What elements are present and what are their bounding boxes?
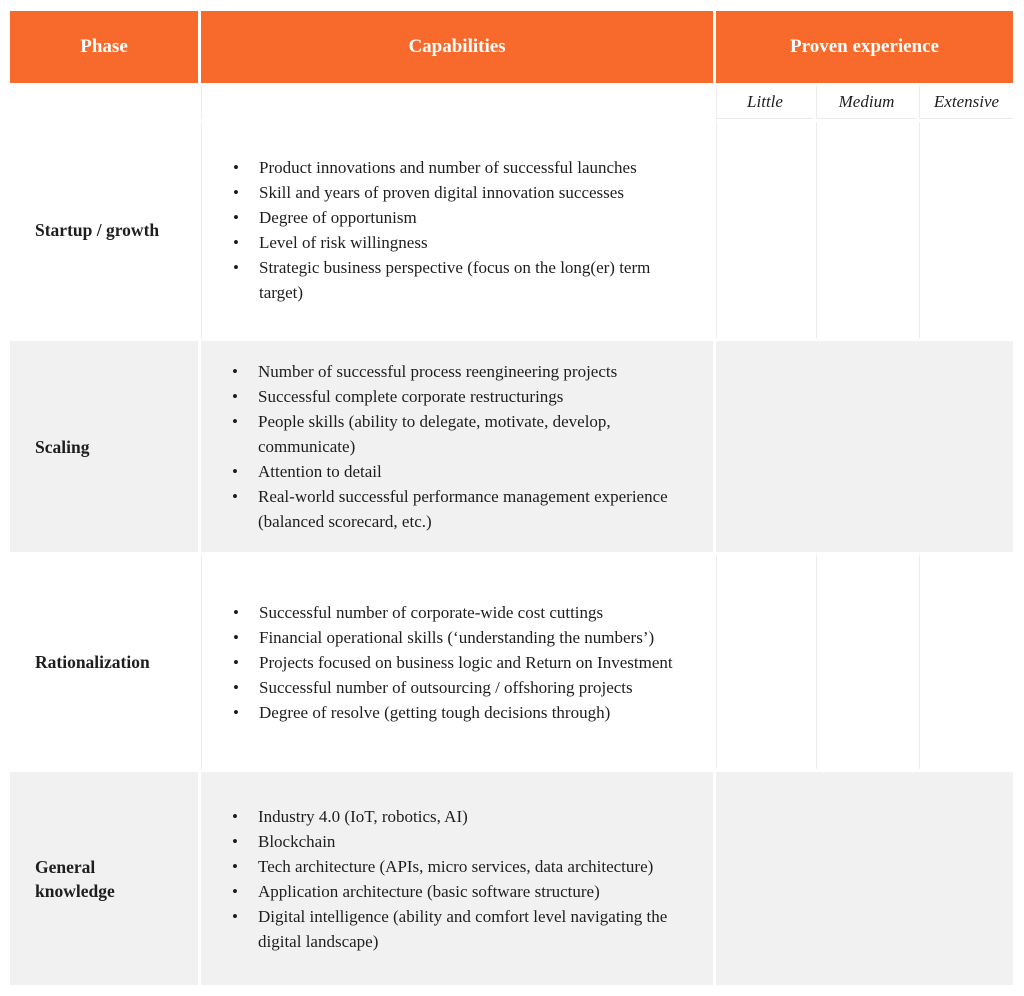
capability-matrix — [7, 8, 1016, 988]
experience-cell-little — [716, 555, 813, 769]
header-proven-experience: Proven experience — [716, 11, 1013, 83]
capability-item: • Level of risk willingness — [202, 230, 675, 255]
capabilities-cell — [201, 341, 713, 552]
experience-level-extensive: Extensive — [919, 86, 1013, 119]
capability-item: • Attention to detail — [201, 459, 675, 484]
header-capabilities: Capabilities — [201, 11, 713, 83]
table-row-general-knowledge — [10, 772, 1013, 985]
capability-list — [202, 600, 675, 725]
capability-list — [201, 804, 675, 954]
capability-item: • Successful complete corporate restructurings — [201, 384, 675, 409]
experience-cell-merged — [716, 341, 1013, 552]
capability-item: • Projects focused on business logic and Return on Investment — [202, 650, 675, 675]
subhead-capabilities-spacer — [201, 86, 713, 119]
header-phase: Phase — [10, 11, 198, 83]
capability-item: • People skills (ability to delegate, motivate, develop, communicate) — [201, 409, 675, 459]
capabilities-cell — [201, 555, 713, 769]
capability-item: • Strategic business perspective (focus on the long(er) term target) — [202, 255, 675, 305]
experience-level-medium: Medium — [816, 86, 916, 119]
capability-matrix-table — [7, 8, 1016, 988]
capability-item: • Skill and years of proven digital innovation successes — [202, 180, 675, 205]
experience-cell-extensive — [919, 555, 1013, 769]
phase-label: Scaling — [10, 341, 198, 552]
capability-item: • Digital intelligence (ability and comfort level navigating the digital landscape) — [201, 904, 675, 954]
table-row-rationalization — [10, 555, 1013, 769]
experience-cell-medium — [816, 122, 916, 338]
capability-list — [201, 359, 675, 534]
experience-cell-medium — [816, 555, 916, 769]
capability-list — [202, 155, 675, 305]
table-row-scaling — [10, 341, 1013, 552]
capabilities-cell — [201, 772, 713, 985]
capability-item: • Blockchain — [201, 829, 675, 854]
capability-item: • Successful number of corporate-wide cost cuttings — [202, 600, 675, 625]
capability-item: • Real-world successful performance management experience (balanced scorecard, etc.) — [201, 484, 675, 534]
experience-level-row — [10, 86, 1013, 119]
capability-item: • Successful number of outsourcing / offshoring projects — [202, 675, 675, 700]
header-row — [10, 11, 1013, 83]
capability-item: • Number of successful process reengineering projects — [201, 359, 675, 384]
capability-item: • Product innovations and number of successful launches — [202, 155, 675, 180]
experience-cell-merged — [716, 772, 1013, 985]
capability-item: • Degree of opportunism — [202, 205, 675, 230]
capability-item: • Degree of resolve (getting tough decisions through) — [202, 700, 675, 725]
capability-item: • Application architecture (basic software structure) — [201, 879, 675, 904]
capability-item: • Financial operational skills (‘understanding the numbers’) — [202, 625, 675, 650]
subhead-phase-spacer — [10, 86, 198, 119]
capabilities-cell — [201, 122, 713, 338]
phase-label: General knowledge — [10, 772, 198, 985]
table-row-startup-growth — [10, 122, 1013, 338]
experience-cell-extensive — [919, 122, 1013, 338]
capability-item: • Industry 4.0 (IoT, robotics, AI) — [201, 804, 675, 829]
experience-level-little: Little — [716, 86, 813, 119]
phase-label: Rationalization — [10, 555, 198, 769]
phase-label: Startup / growth — [10, 122, 198, 338]
capability-item: • Tech architecture (APIs, micro services, data architecture) — [201, 854, 675, 879]
experience-cell-little — [716, 122, 813, 338]
